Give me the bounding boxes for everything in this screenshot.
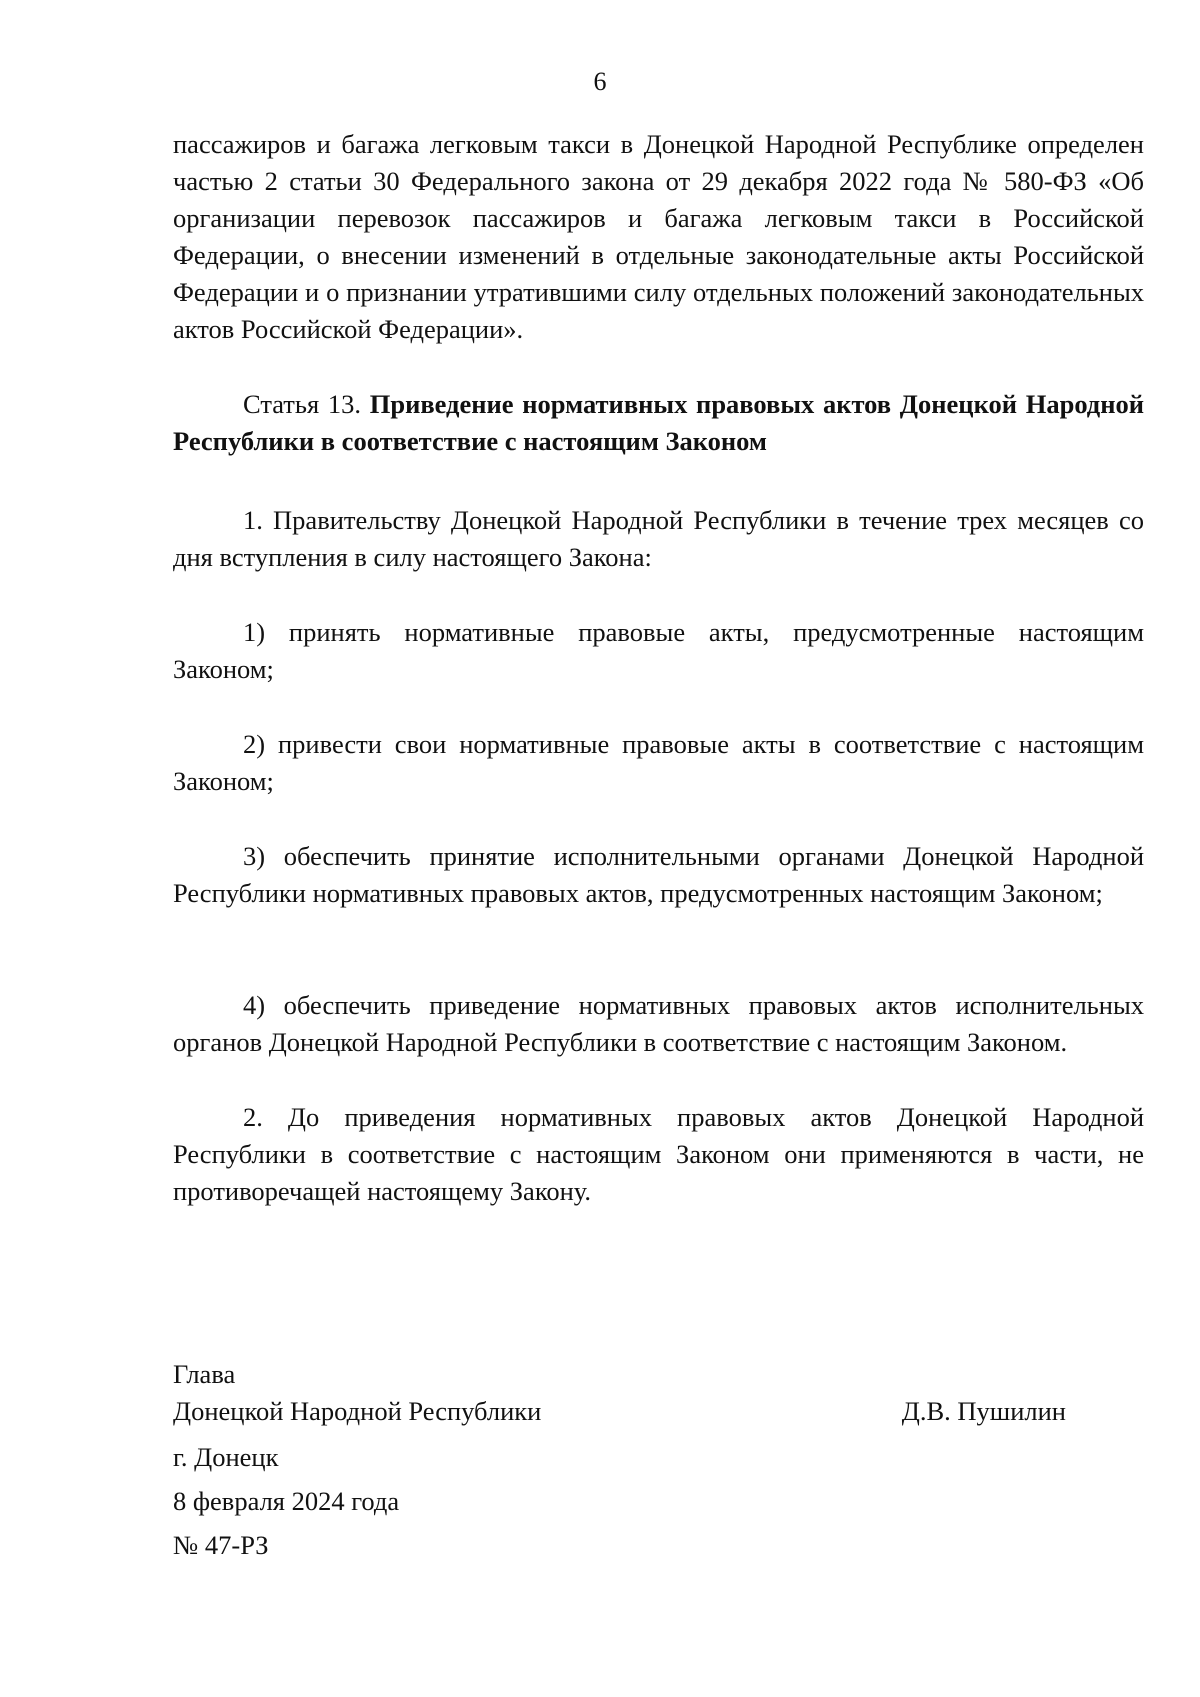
subitem-2-paragraph: 2) привести свои нормативные правовые акты в соответствие с настоящим Законом;: [173, 729, 1144, 796]
continuation-paragraph: пассажиров и багажа легковым такси в Донецкой Народной Республике определен частью 2 статьи 30 Федерального закона от 29 декабря 2022 года № 580-ФЗ «Об организации перевозок пассажиров и багажа легковым такси в Российской Федерации, о внесении изменений в отдельные законодательные акты Российской Федерации и о признании утратившими силу отдельных положений законодательных актов Российской Федерации».: [173, 129, 1144, 344]
signing-date: 8 февраля 2024 года: [173, 1486, 400, 1516]
subitem-4-paragraph: 4) обеспечить приведение нормативных правовых актов исполнительных органов Донецкой Народной Республики в соответствие с настоящим Законом.: [173, 990, 1144, 1057]
item-2-paragraph: 2. До приведения нормативных правовых актов Донецкой Народной Республики в соответствие с настоящим Законом они применяются в части, не противоречащей настоящему Закону.: [173, 1102, 1144, 1206]
subitem-1-paragraph: 1) принять нормативные правовые акты, предусмотренные настоящим Законом;: [173, 617, 1144, 684]
signatory-title-line-2: Донецкой Народной Республики: [173, 1396, 542, 1426]
article-title: Приведение нормативных правовых актов Донецкой Народной Республики в соответствие с настоящим Законом: [173, 389, 1144, 456]
item-1-paragraph: 1. Правительству Донецкой Народной Республики в течение трех месяцев со дня вступления в силу настоящего Закона:: [173, 505, 1144, 572]
article-heading: [173, 386, 1144, 460]
subitem-3-paragraph: 3) обеспечить принятие исполнительными органами Донецкой Народной Республики нормативных правовых актов, предусмотренных настоящим Законом;: [173, 841, 1144, 908]
signing-city: г. Донецк: [173, 1442, 279, 1472]
signatory-name: Д.В. Пушилин: [901, 1396, 1066, 1426]
signatory-title-line-1: Глава: [173, 1359, 236, 1389]
page-number: 6: [593, 67, 607, 96]
article-label: Статья 13.: [243, 389, 361, 419]
law-number: № 47-РЗ: [173, 1530, 269, 1560]
